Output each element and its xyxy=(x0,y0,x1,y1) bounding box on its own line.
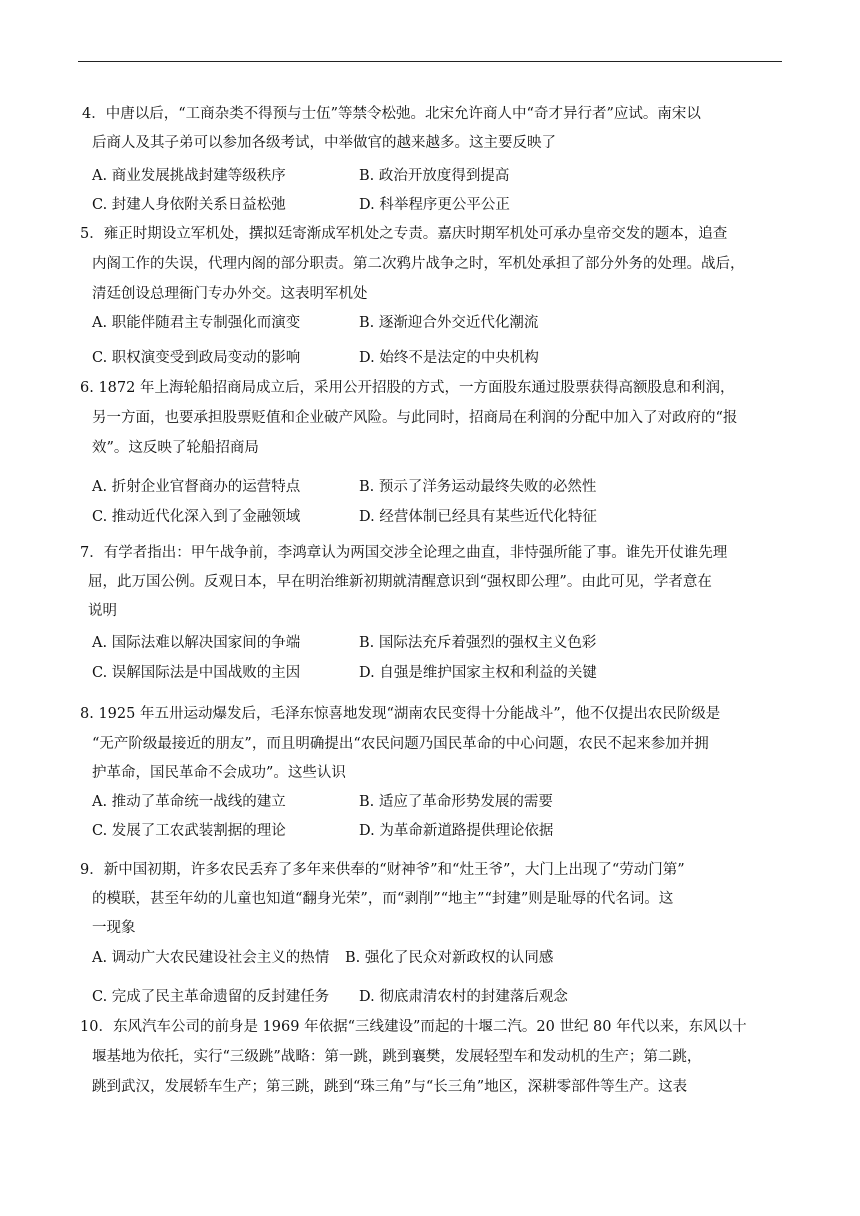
question-9-option-d[interactable]: D. 彻底肃清农村的封建落后观念 xyxy=(359,989,568,1005)
question-9-line-1: 9．新中国初期，许多农民丢弃了多年来供奉的“财神爷”和“灶王爷”，大门上出现了“劳动门第” xyxy=(80,862,685,878)
question-7-option-d[interactable]: D. 自强是维护国家主权和利益的关键 xyxy=(359,665,597,681)
question-8-line-2: “无产阶级最接近的朋友”，而且明确提出“农民问题乃国民革命的中心问题，农民不起来参加并拥 xyxy=(92,736,709,752)
question-5-option-b[interactable]: B. 逐渐迎合外交近代化潮流 xyxy=(359,315,539,331)
question-10-line-3: 跳到武汉，发展轿车生产；第三跳，跳到“珠三角”与“长三角”地区，深耕零部件等生产。这表 xyxy=(92,1079,688,1095)
question-8-option-c[interactable]: C. 发展了工农武装割据的理论 xyxy=(92,823,286,839)
question-7-option-a[interactable]: A. 国际法难以解决国家间的争端 xyxy=(92,635,301,651)
question-8-option-d[interactable]: D. 为革命新道路提供理论依据 xyxy=(359,823,554,839)
question-8-line-3: 护革命，国民革命不会成功”。这些认识 xyxy=(92,765,346,781)
question-9-line-2: 的模联，甚至年幼的儿童也知道“翻身光荣”，而“剥削”“地主”“封建”则是耻辱的代名词。这 xyxy=(92,891,674,907)
question-9-option-a[interactable]: A. 调动广大农民建设社会主义的热情 xyxy=(92,950,330,966)
question-5-line-1: 5．雍正时期设立军机处，撰拟廷寄渐成军机处之专责。嘉庆时期军机处可承办皇帝交发的题本，追查 xyxy=(80,226,728,242)
question-6-option-d[interactable]: D. 经营体制已经具有某些近代化特征 xyxy=(359,509,597,525)
question-10-line-2: 堰基地为依托，实行“三级跳”战略：第一跳，跳到襄樊，发展轻型车和发动机的生产；第二跳， xyxy=(92,1049,702,1065)
question-7-line-1: 7．有学者指出：甲午战争前，李鸿章认为两国交涉全论理之曲直，非恃强所能了事。谁先开仗谁先理 xyxy=(80,545,728,561)
question-5-option-a[interactable]: A. 职能伴随君主专制强化而演变 xyxy=(92,315,301,331)
question-7-option-b[interactable]: B. 国际法充斥着强烈的强权主义色彩 xyxy=(359,635,597,651)
question-4-line-2: 后商人及其子弟可以参加各级考试，中举做官的越来越多。这主要反映了 xyxy=(92,135,556,151)
question-4-option-a[interactable]: A. 商业发展挑战封建等级秩序 xyxy=(92,168,286,184)
question-6-option-c[interactable]: C. 推动近代化深入到了金融领域 xyxy=(92,509,301,525)
question-10-line-1: 10．东风汽车公司的前身是 1969 年依据“三线建设”而起的十堰二汽。20 世纪 80 年代以来，东风以十 xyxy=(80,1019,747,1035)
question-8-option-b[interactable]: B. 适应了革命形势发展的需要 xyxy=(359,794,553,810)
question-9-option-c[interactable]: C. 完成了民主革命遗留的反封建任务 xyxy=(92,989,330,1005)
question-7-line-3: 说明 xyxy=(88,603,117,619)
question-5-option-d[interactable]: D. 始终不是法定的中央机构 xyxy=(359,350,539,366)
question-8-option-a[interactable]: A. 推动了革命统一战线的建立 xyxy=(92,794,286,810)
question-6-line-3: 效”。这反映了轮船招商局 xyxy=(92,440,259,456)
question-4-option-d[interactable]: D. 科举程序更公平公正 xyxy=(359,197,510,213)
question-4-line-1: 4．中唐以后，“工商杂类不得预与士伍”等禁令松弛。北宋允许商人中“奇才异行者”应试。南宋以 xyxy=(82,106,701,122)
question-8-line-1: 8. 1925 年五卅运动爆发后，毛泽东惊喜地发现“湖南农民变得十分能战斗”，他不仅提出农民阶级是 xyxy=(80,706,721,722)
question-5-line-2: 内阁工作的失误，代理内阁的部分职责。第二次鸦片战争之时，军机处承担了部分外务的处理。战后， xyxy=(92,256,745,272)
question-9-line-3: 一现象 xyxy=(92,920,136,936)
question-6-line-2: 另一方面，也要承担股票贬值和企业破产风险。与此同时，招商局在利润的分配中加入了对政府的“报 xyxy=(92,410,738,426)
question-9-option-b[interactable]: B. 强化了民众对新政权的认同感 xyxy=(345,950,554,966)
question-7-line-2: 屈，此万国公例。反观日本，早在明治维新初期就清醒意识到“强权即公理”。由此可见，学者意在 xyxy=(88,574,712,590)
question-6-option-b[interactable]: B. 预示了洋务运动最终失败的必然性 xyxy=(359,479,597,495)
question-5-option-c[interactable]: C. 职权演变受到政局变动的影响 xyxy=(92,350,301,366)
question-5-line-3: 清廷创设总理衙门专办外交。这表明军机处 xyxy=(92,286,368,302)
question-4-option-b[interactable]: B. 政治开放度得到提高 xyxy=(359,168,510,184)
question-7-option-c[interactable]: C. 误解国际法是中国战败的主因 xyxy=(92,665,301,681)
question-6-option-a[interactable]: A. 折射企业官督商办的运营特点 xyxy=(92,479,301,495)
question-6-line-1: 6. 1872 年上海轮船招商局成立后，采用公开招股的方式，一方面股东通过股票获得高额股息和利润， xyxy=(80,380,735,396)
header-rule xyxy=(78,61,782,62)
question-4-option-c[interactable]: C. 封建人身依附关系日益松弛 xyxy=(92,197,286,213)
